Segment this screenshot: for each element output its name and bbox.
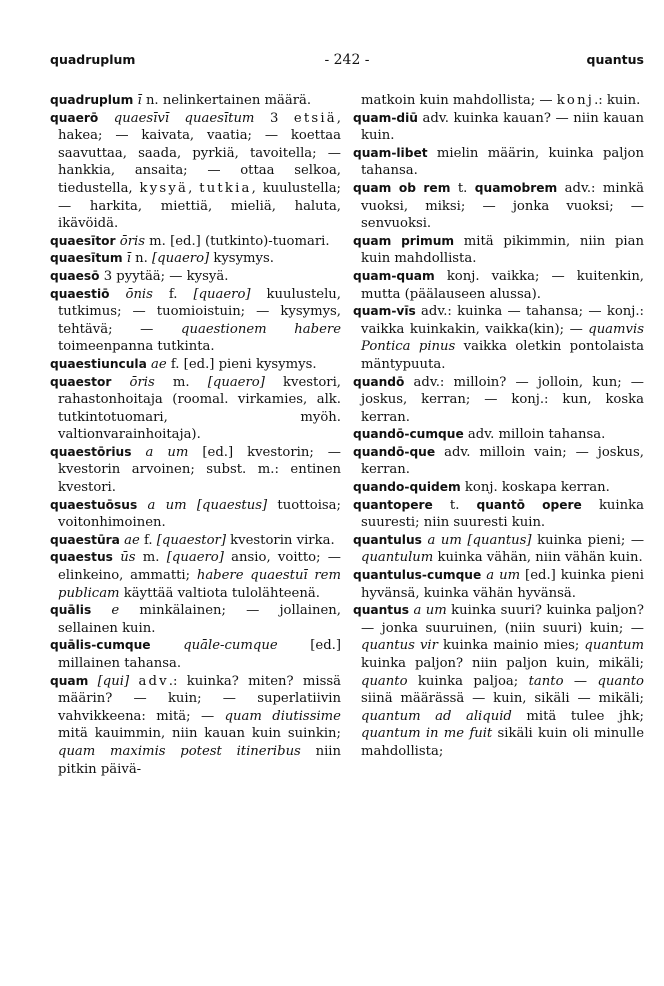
entry-text xyxy=(111,375,129,390)
entry-text: n. nelinkertainen määrä. xyxy=(141,93,312,108)
entry-text: kvestorin virka. xyxy=(225,532,335,548)
entry-italic-text: [quaestor] xyxy=(156,532,226,548)
entry-text: kuinka paljoa; xyxy=(407,673,529,689)
entry-headword: quandō-que xyxy=(353,444,436,459)
entry-text xyxy=(137,498,147,513)
entry-italic-text: ae xyxy=(124,532,140,548)
entry-italic-text: quanto xyxy=(361,673,408,689)
entry-italic-text: [qui] xyxy=(97,673,130,689)
right-column xyxy=(353,92,644,778)
entry-italic-text: quaestionem habere xyxy=(181,321,342,337)
entry-italic-text: e xyxy=(111,603,120,619)
entry-spaced-text: konj xyxy=(556,93,595,108)
entry-headword: quaesō xyxy=(50,268,100,283)
dictionary-entry xyxy=(50,497,341,532)
entry-text: adv. milloin tahansa. xyxy=(463,427,606,443)
dictionary-entry xyxy=(50,268,341,286)
dictionary-entry xyxy=(50,356,341,374)
dictionary-entry xyxy=(50,637,341,672)
entry-text: kuinka vähän, niin vähän kuin. xyxy=(433,550,643,566)
entry-text xyxy=(98,111,114,126)
entry-text: , kuulustella; — harkita, miettiä, mieliä, haluta, ikävöidä. xyxy=(58,180,341,232)
entry-italic-text: quamvis Pontica pinus xyxy=(361,321,644,355)
entry-italic-text: [quaero] xyxy=(166,550,224,566)
entry-text: konj. koskapa kerran. xyxy=(460,480,610,496)
entry-text: n. xyxy=(130,251,153,267)
entry-italic-text: ī xyxy=(126,251,131,267)
entry-headword: quantulus xyxy=(353,532,422,547)
entry-headword: quam-libet xyxy=(353,145,428,160)
entry-headword: quam-diū xyxy=(353,110,418,125)
entry-italic-text: tanto — quanto xyxy=(528,673,644,689)
entry-italic-text: quantum xyxy=(584,638,644,654)
dictionary-entry xyxy=(353,92,644,110)
entry-italic-text: ūs xyxy=(120,550,136,566)
entry-spaced-text: kysyä xyxy=(139,180,189,196)
entry-text xyxy=(110,287,126,302)
entry-italic-text: a um xyxy=(486,568,521,584)
entry-headword: quaesītum xyxy=(50,251,123,266)
entry-text: [ed.] millainen tahansa. xyxy=(58,638,341,671)
dictionary-entry xyxy=(353,532,644,567)
header-left-guide-word: quadruplum xyxy=(50,52,136,67)
entry-headword: quantulus-cumque xyxy=(353,568,482,583)
dictionary-entry xyxy=(50,549,341,602)
entry-text: , xyxy=(188,180,200,196)
entry-text xyxy=(88,674,97,689)
entry-text: adv. kuinka kauan? — niin kauan kuin. xyxy=(361,110,644,144)
entry-headword: quantus xyxy=(353,603,410,618)
dictionary-entry xyxy=(50,110,341,233)
entry-text: mitä kauimmin, niin kauan kuin suinkin; xyxy=(58,726,341,742)
entry-headword: quaestus xyxy=(50,550,113,565)
page-header xyxy=(50,50,644,76)
entry-italic-text: quam diutissime xyxy=(224,708,341,724)
entry-italic-text: quantum ad aliquid xyxy=(361,708,512,724)
entry-italic-text: a um xyxy=(145,444,189,460)
entry-text: käyttää valtiota tulolähteenä. xyxy=(119,585,320,601)
entry-text: toimeenpanna tutkinta. xyxy=(58,339,215,355)
entry-variant-headword: quantō opere xyxy=(476,497,582,512)
entry-text: matkoin kuin mahdollista; — xyxy=(361,93,557,108)
dictionary-entry xyxy=(353,444,644,479)
entry-text: kuinka mainio mies; xyxy=(437,638,585,654)
entry-headword: quam-quam xyxy=(353,268,435,283)
entry-italic-text: ae xyxy=(151,356,167,372)
dictionary-entry xyxy=(50,673,341,779)
entry-headword: quaestōrius xyxy=(50,444,132,459)
entry-headword: quadruplum xyxy=(50,93,134,107)
entry-headword: quam xyxy=(50,673,89,688)
entry-text: , hakea; — kaivata, vaatia; — koettaa saavuttaa, saada, pyrkiä, tavoitella; — hankkia, ansaita; — ottaa selkoa, tiedustella, xyxy=(58,110,341,196)
entry-italic-text: quantus vir xyxy=(361,638,438,654)
entry-italic-text: a um xyxy=(413,603,447,619)
entry-headword: quaestiō xyxy=(50,286,110,301)
entry-text: konj. vaikka; — kuitenkin, mutta (päälauseen alussa). xyxy=(361,268,644,302)
left-column xyxy=(50,92,341,778)
entry-italic-text: habere quaestuī rem publicam xyxy=(58,568,341,601)
dictionary-entry xyxy=(353,497,644,532)
entry-italic-text: a um [quantus] xyxy=(427,532,532,548)
entry-italic-text: quam maximis potest itineribus xyxy=(58,743,301,759)
entry-italic-text: ōris xyxy=(119,233,145,249)
entry-italic-text: ī xyxy=(137,93,142,108)
dictionary-entry xyxy=(353,110,644,145)
dictionary-entry xyxy=(353,180,644,233)
entry-text: niin pitkin päivä- xyxy=(58,743,342,777)
dictionary-entry xyxy=(50,602,341,637)
entry-text: vaikka oletkin pontolaista mäntypuuta. xyxy=(361,339,644,372)
dictionary-entry xyxy=(353,479,644,497)
entry-text: adv. milloin vain; — joskus, kerran. xyxy=(361,444,644,478)
dictionary-entry xyxy=(353,374,644,427)
dictionary-entry xyxy=(353,426,644,444)
entry-headword: quaerō xyxy=(50,110,99,125)
entry-italic-text: quantulum xyxy=(361,550,434,566)
dictionary-entry xyxy=(50,374,341,444)
entry-spaced-text: tutkia xyxy=(199,180,252,196)
entry-text: kysymys. xyxy=(209,251,274,267)
dictionary-entry xyxy=(50,92,341,110)
dictionary-entry xyxy=(353,602,644,760)
entry-text: kuinka suuresti; niin suuresti kuin. xyxy=(361,497,644,531)
entry-headword: quaesītor xyxy=(50,233,116,248)
entry-text: mitä pikimmin, niin pian kuin mahdollista. xyxy=(361,233,644,267)
entry-headword: quaestor xyxy=(50,374,112,389)
entry-text: [ed.] kuinka pieni hyvänsä, kuinka vähän hyvänsä. xyxy=(361,568,644,601)
entry-text: f. xyxy=(139,532,157,548)
entry-text: kuulustelu, tutkimus; — tuomioistuin; — kysymys, tehtävä; — xyxy=(58,286,341,337)
dictionary-entry xyxy=(50,250,341,268)
entry-text: m. xyxy=(135,550,167,566)
dictionary-entry xyxy=(50,532,341,550)
entry-italic-text: a um [quaestus] xyxy=(147,497,268,513)
entry-headword: quandō-cumque xyxy=(353,427,464,442)
entry-text: 3 pyytää; — kysyä. xyxy=(99,268,229,284)
entry-variant-headword: quamobrem xyxy=(474,180,558,195)
entry-text: sikäli kuin oli minulle mahdollista; xyxy=(361,726,645,759)
header-right-guide-word: quantus xyxy=(586,52,644,67)
entry-text: 3 xyxy=(254,110,294,126)
entry-headword: quam ob rem xyxy=(353,180,451,195)
dictionary-entry xyxy=(353,145,644,180)
entry-headword: quālis xyxy=(50,603,92,618)
entry-italic-text: [quaero] xyxy=(193,286,251,302)
dictionary-entry xyxy=(50,286,341,356)
entry-text: tuottoisa; voitonhimoinen. xyxy=(58,497,341,531)
entry-text: t. xyxy=(432,497,477,513)
entry-text: f. [ed.] pieni kysymys. xyxy=(166,356,317,372)
entry-spaced-text: adv xyxy=(138,673,169,689)
entry-headword: quaestūra xyxy=(50,532,120,547)
dictionary-entry xyxy=(353,567,644,602)
entry-text xyxy=(91,603,111,618)
entry-text: t. xyxy=(450,180,475,196)
entry-headword: quālis-cumque xyxy=(50,638,151,653)
entry-italic-text: [quaero] xyxy=(207,374,265,390)
entry-text: m. [ed.] (tutkinto)-tuomari. xyxy=(144,233,330,249)
entry-text: .: kuinka? miten? missä määrin? — kuin; — superlatiivin vahvikkeena: mitä; — xyxy=(58,673,342,724)
entry-text: [ed.] kvestorin; — kvestorin arvoinen; subst. m.: entinen kvestori. xyxy=(58,444,341,496)
entry-text: f. xyxy=(152,286,194,302)
entry-text: ansio, voitto; — elinkeino, ammatti; xyxy=(58,550,341,584)
entry-headword: quantopere xyxy=(353,497,433,512)
entry-headword: quandō xyxy=(353,374,405,389)
entry-spaced-text: etsiä xyxy=(293,110,337,126)
entry-text: siinä määrässä — kuin, sikäli — mikäli; xyxy=(361,691,644,707)
entry-text: kuinka pieni; — xyxy=(531,532,645,548)
dictionary-entry xyxy=(50,444,341,497)
entry-text: adv.: kuinka — tahansa; — konj.: vaikka kuinkakin, vaikka(kin); — xyxy=(361,304,644,337)
entry-headword: quam primum xyxy=(353,233,455,248)
entry-headword: quam-vīs xyxy=(353,304,416,319)
entry-text: minkälainen; — jollainen, sellainen kuin. xyxy=(58,603,341,636)
entry-italic-text: [quaero] xyxy=(152,251,210,267)
entry-text: mitä tulee jhk; xyxy=(511,708,644,724)
entry-headword: quaestiuncula xyxy=(50,356,147,371)
entry-text: adv.: milloin? — jolloin, kun; — joskus, kerran; — konj.: kun, koska kerran. xyxy=(361,374,644,425)
entry-headword: quando-quidem xyxy=(353,480,461,495)
text-columns xyxy=(50,92,644,778)
entry-text xyxy=(131,445,145,460)
entry-text xyxy=(151,638,184,653)
entry-italic-text: quantum in me fuit xyxy=(361,726,493,742)
dictionary-entry xyxy=(353,233,644,268)
entry-headword: quaestuōsus xyxy=(50,497,138,512)
entry-text: kuinka suuri? kuinka paljon? — jonka suuruinen, (niin suuri) kuin; — xyxy=(361,603,644,636)
dictionary-entry xyxy=(353,303,644,373)
dictionary-entry xyxy=(353,268,644,303)
entry-text: kvestori, rahastonhoitaja (roomal. virkamies, alk. tutkintotuomari, myöh. valtionvarainhoitaja). xyxy=(58,374,341,443)
entry-text: kuinka paljon? niin paljon kuin, mikäli; xyxy=(361,656,644,671)
entry-italic-text: ōnis xyxy=(125,286,153,302)
entry-text: m. xyxy=(154,374,208,390)
entry-text: .: kuin. xyxy=(594,93,641,108)
entry-italic-text: quaesīvī quaesītum xyxy=(113,110,255,126)
entry-italic-text: quāle-cumque xyxy=(183,638,278,654)
entry-text: adv.: minkä vuoksi, miksi; — jonka vuoksi; — senvuoksi. xyxy=(361,180,644,232)
dictionary-entry xyxy=(50,233,341,251)
entry-text: mielin määrin, kuinka paljon tahansa. xyxy=(361,145,644,179)
entry-italic-text: ōris xyxy=(129,374,155,390)
page-number: - 242 - xyxy=(324,52,370,68)
